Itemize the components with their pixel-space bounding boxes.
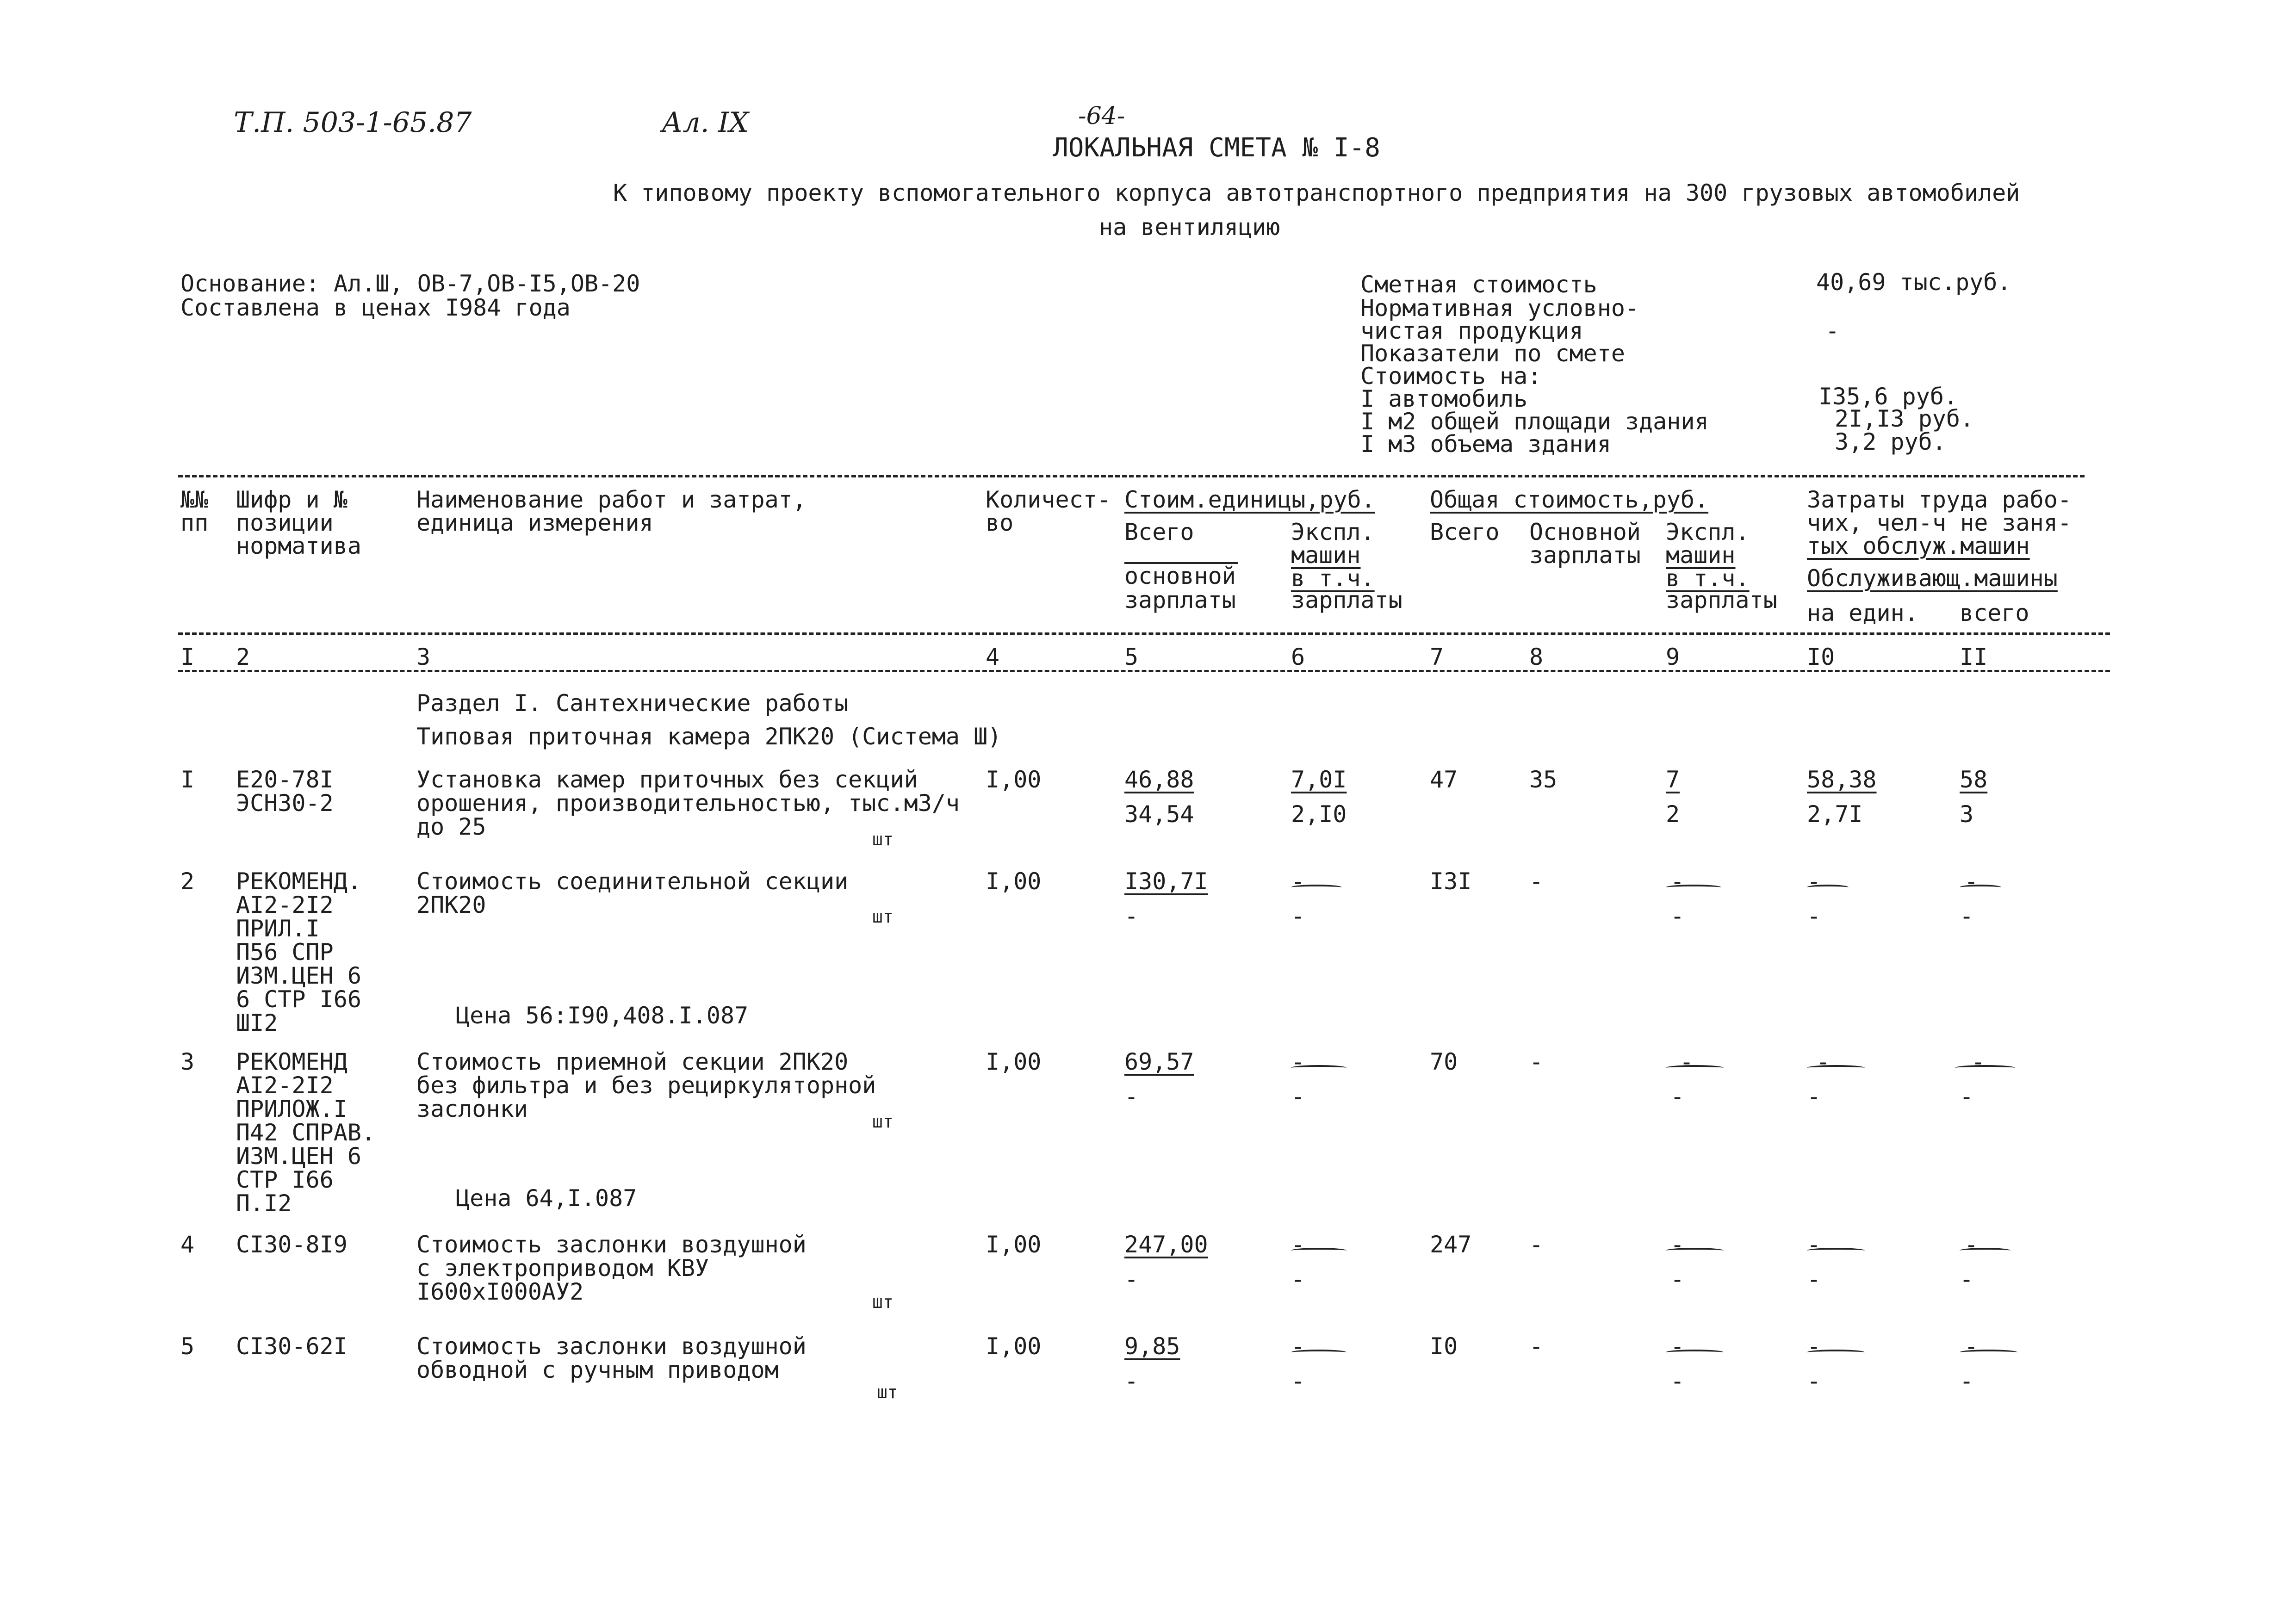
- row-unit-mach: -: [1291, 868, 1305, 895]
- row-total: 247: [1430, 1231, 1472, 1258]
- row-total-wages: 35: [1529, 766, 1558, 793]
- colnum-10: I0: [1807, 644, 1835, 670]
- row-unit: шт: [872, 1292, 894, 1312]
- row-code-line: АI2-2I2: [236, 1072, 334, 1099]
- colnum-9: 9: [1666, 644, 1680, 670]
- squiggle-mark: [1807, 885, 1849, 890]
- row-code-line: ПРИЛ.I: [236, 915, 320, 942]
- per-car-value: I35,6 руб.: [1818, 383, 1958, 410]
- col-labor-label-2: чих, чел-ч не заня-: [1807, 509, 2072, 536]
- row-code-line: Е20-78I: [236, 766, 334, 793]
- row-description: [416, 768, 960, 839]
- row-description-line: Установка камер приточных без секций: [416, 766, 918, 793]
- col-name-label-1: Наименование работ и затрат,: [416, 486, 807, 513]
- row-price-note: Цена 64,I.087: [456, 1185, 637, 1212]
- page-subtitle-2: на вентиляцию: [1099, 214, 1280, 241]
- colnum-3: 3: [416, 644, 431, 670]
- squiggle-mark: [1291, 1065, 1347, 1071]
- header-top-rule: [178, 475, 2085, 477]
- row-total-mach-wages: -: [1670, 903, 1685, 929]
- row-total: 47: [1430, 766, 1458, 793]
- row-description-line: Стоимость заслонки воздушной: [416, 1231, 807, 1258]
- per-m2-value: 2I,I3 руб.: [1835, 405, 1974, 432]
- row-number: I: [180, 766, 195, 793]
- row-unit-mach: -: [1291, 1333, 1305, 1360]
- row-quantity: I,00: [986, 1333, 1042, 1360]
- row-code: [236, 1233, 348, 1257]
- colnum-6: 6: [1291, 644, 1305, 670]
- row-description-line: обводной с ручным приводом: [416, 1357, 779, 1383]
- squiggle-mark: [1955, 1065, 2015, 1071]
- row-total-mach: 7: [1666, 766, 1680, 793]
- row-code-line: СI30-62I: [236, 1333, 348, 1360]
- col-labor-label-4: Обслуживающ.машины: [1807, 565, 2058, 592]
- norm-label-2: чистая продукция: [1360, 317, 1583, 344]
- col-total-all-label: Всего: [1430, 519, 1500, 545]
- row-description: [416, 1335, 807, 1382]
- squiggle-mark: [1666, 1248, 1724, 1253]
- col-unit-cost-label: Стоим.единицы,руб.: [1124, 486, 1375, 513]
- col-code-label-3: норматива: [236, 533, 361, 559]
- row-unit-mach-wages: -: [1291, 903, 1305, 929]
- row-unit-mach-wages: -: [1291, 1368, 1305, 1394]
- basis-line-1: Основание: Ал.Ш, ОВ-7,ОВ-I5,ОВ-20: [180, 270, 640, 297]
- row-labor-unit: -: [1807, 1333, 1821, 1360]
- row-unit-wages: -: [1124, 1083, 1139, 1110]
- row-description: [416, 1050, 876, 1121]
- column-numbers-rule: [178, 670, 2110, 672]
- row-description-line: I600хI000АУ2: [416, 1278, 584, 1305]
- colnum-8: 8: [1529, 644, 1544, 670]
- col-total-mach-label-2: машин: [1666, 542, 1736, 569]
- colnum-4: 4: [986, 644, 1000, 670]
- document-code: Т.П. 503-1-65.87: [234, 106, 472, 139]
- row-description-line: с электроприводом КВУ: [416, 1255, 709, 1282]
- col-labor-label-3: тых обслуж.машин: [1807, 533, 2030, 559]
- col-unit-total-label: Всего: [1124, 519, 1194, 545]
- row-total-wages: -: [1529, 1333, 1544, 1360]
- row-description-line: 2ПК20: [416, 892, 486, 918]
- col-total-wages-label-1: Основной: [1529, 519, 1641, 545]
- row-unit-total: 247,00: [1124, 1231, 1208, 1258]
- row-labor-unit-mach: -: [1807, 903, 1821, 929]
- squiggle-mark: [1960, 1350, 2017, 1355]
- row-labor-total: -: [1964, 1333, 1979, 1360]
- col-total-mach-label-3: в т.ч.: [1666, 565, 1750, 592]
- squiggle-mark: [1960, 1248, 2011, 1253]
- colnum-7: 7: [1430, 644, 1444, 670]
- col-qty-label-1: Количест-: [986, 486, 1111, 513]
- row-description-line: заслонки: [416, 1096, 528, 1122]
- row-labor-unit-mach: -: [1807, 1083, 1821, 1110]
- row-labor-unit-mach: 2,7I: [1807, 801, 1863, 828]
- row-code-line: АI2-2I2: [236, 892, 334, 918]
- colnum-11: II: [1960, 644, 1988, 670]
- row-total: I0: [1430, 1333, 1458, 1360]
- col-code-label-1: Шифр и №: [236, 486, 348, 513]
- squiggle-mark: [1666, 1350, 1724, 1355]
- row-labor-unit-mach: -: [1807, 1368, 1821, 1394]
- col-num-label-1: №№: [180, 486, 209, 513]
- row-labor-unit: -: [1816, 1048, 1831, 1075]
- row-number: 5: [180, 1333, 195, 1360]
- row-code-line: ИЗМ.ЦЕН 6: [236, 1143, 361, 1170]
- squiggle-mark: [1291, 1350, 1347, 1355]
- row-labor-total-mach: -: [1960, 1368, 1974, 1394]
- col-code-label-2: позиции: [236, 509, 334, 536]
- per-m3-value: 3,2 руб.: [1835, 428, 1946, 455]
- row-unit-mach-wages: -: [1291, 1266, 1305, 1293]
- col-name-label-2: единица измерения: [416, 509, 653, 536]
- row-total-mach-wages: 2: [1666, 801, 1680, 828]
- row-code-line: ИЗМ.ЦЕН 6: [236, 962, 361, 989]
- squiggle-mark: [1960, 885, 2001, 890]
- col-total-cost-label: Общая стоимость,руб.: [1430, 486, 1709, 513]
- cost-label: Сметная стоимость: [1360, 271, 1597, 298]
- row-code-line: П56 СПР: [236, 939, 334, 966]
- page-title: ЛОКАЛЬНАЯ СМЕТА № I-8: [1053, 133, 1381, 163]
- row-code-line: РЕКОМЕНД.: [236, 868, 361, 895]
- row-labor-total: -: [1964, 868, 1979, 895]
- basis-line-2: Составлена в ценах I984 года: [180, 294, 571, 321]
- row-description: [416, 1233, 807, 1304]
- row-code-line: П42 СПРАВ.: [236, 1119, 376, 1146]
- row-number: 4: [180, 1231, 195, 1258]
- row-description-line: Стоимость приемной секции 2ПК20: [416, 1048, 849, 1075]
- row-description-line: орошения, производительностью, тыс.м3/ч: [416, 790, 960, 817]
- row-total: 70: [1430, 1048, 1458, 1075]
- row-unit-mach: -: [1291, 1231, 1305, 1258]
- row-code-line: ШI2: [236, 1010, 278, 1036]
- row-labor-total: 58: [1960, 766, 1988, 793]
- col-unit-mach-label-4: зарплаты: [1291, 587, 1402, 613]
- col-unit-wages-label-1: основной: [1124, 563, 1236, 589]
- norm-value: -: [1825, 317, 1840, 344]
- squiggle-mark: [1666, 885, 1721, 890]
- row-code-line: РЕКОМЕНД: [236, 1048, 348, 1075]
- squiggle-mark: [1291, 885, 1342, 890]
- row-total: I3I: [1430, 868, 1472, 895]
- row-labor-unit-mach: -: [1807, 1266, 1821, 1293]
- row-total-mach-wages: -: [1670, 1083, 1685, 1110]
- row-code: [236, 768, 334, 815]
- row-code-line: ЭСН30-2: [236, 790, 334, 817]
- row-code: [236, 1050, 375, 1215]
- row-number: 2: [180, 868, 195, 895]
- row-quantity: I,00: [986, 1231, 1042, 1258]
- squiggle-mark: [1291, 1248, 1347, 1253]
- row-unit-wages: 34,54: [1124, 801, 1194, 828]
- colnum-1: I: [180, 644, 195, 670]
- squiggle-mark: [1807, 1248, 1865, 1253]
- page-number: -64-: [1078, 102, 1125, 130]
- row-quantity: I,00: [986, 766, 1042, 793]
- row-unit: шт: [872, 906, 894, 927]
- row-code-line: ПРИЛОЖ.I: [236, 1096, 348, 1122]
- row-labor-total-mach: -: [1960, 1266, 1974, 1293]
- per-m3-label: I м3 объема здания: [1360, 431, 1611, 458]
- row-total-mach-wages: -: [1670, 1266, 1685, 1293]
- norm-label-1: Нормативная условно-: [1360, 295, 1639, 322]
- row-labor-total: -: [1964, 1231, 1979, 1258]
- row-unit: шт: [877, 1382, 898, 1402]
- col-total-mach-label-4: зарплаты: [1666, 587, 1777, 613]
- row-total-mach: -: [1670, 1333, 1685, 1360]
- row-unit-mach-wages: 2,I0: [1291, 801, 1347, 828]
- row-code: [236, 870, 361, 1035]
- row-labor-total-mach: -: [1960, 903, 1974, 929]
- cost-per-label: Стоимость на:: [1360, 363, 1542, 390]
- indicators-label: Показатели по смете: [1360, 340, 1625, 367]
- row-unit: шт: [872, 1111, 894, 1132]
- col-total-mach-label-1: Экспл.: [1666, 519, 1750, 545]
- row-description-line: до 25: [416, 813, 486, 840]
- colnum-5: 5: [1124, 644, 1139, 670]
- row-unit-mach-wages: -: [1291, 1083, 1305, 1110]
- col-num-label-2: пп: [180, 509, 209, 536]
- album-number: Ал. IX: [662, 106, 749, 139]
- row-description: [416, 870, 848, 917]
- row-description-line: без фильтра и без рециркуляторной: [416, 1072, 876, 1099]
- col-labor-total-label: всего: [1960, 600, 2029, 626]
- col-labor-unit-label: на един.: [1807, 600, 1918, 626]
- row-unit-wages: -: [1124, 1266, 1139, 1293]
- row-price-note: Цена 56:I90,408.I.087: [456, 1002, 749, 1029]
- row-code-line: 6 СТР I66: [236, 986, 361, 1013]
- col-total-wages-label-2: зарплаты: [1529, 542, 1641, 569]
- row-quantity: I,00: [986, 868, 1042, 895]
- per-m2-label: I м2 общей площади здания: [1360, 408, 1709, 435]
- row-labor-unit: -: [1807, 1231, 1821, 1258]
- header-mid-rule: [178, 632, 2110, 635]
- row-description-line: Стоимость соединительной секции: [416, 868, 849, 895]
- unit-wages-divider: [1124, 562, 1238, 564]
- row-labor-total: -: [1971, 1048, 1986, 1075]
- row-unit-wages: -: [1124, 1368, 1139, 1394]
- col-qty-label-2: во: [986, 509, 1014, 536]
- col-unit-mach-label-2: машин: [1291, 542, 1361, 569]
- row-number: 3: [180, 1048, 195, 1075]
- row-total-wages: -: [1529, 868, 1544, 895]
- row-total-mach-wages: -: [1670, 1368, 1685, 1394]
- colnum-2: 2: [236, 644, 250, 670]
- section-subtitle: Типовая приточная камера 2ПК20 (Система Ш): [416, 723, 1002, 750]
- col-labor-label-1: Затраты труда рабо-: [1807, 486, 2072, 513]
- col-unit-wages-label-2: зарплаты: [1124, 587, 1236, 613]
- row-total-wages: -: [1529, 1231, 1544, 1258]
- section-title: Раздел I. Сантехнические работы: [416, 690, 849, 717]
- row-code: [236, 1335, 348, 1358]
- row-unit-total: 46,88: [1124, 766, 1194, 793]
- row-labor-unit: -: [1807, 868, 1821, 895]
- page-subtitle: К типовому проекту вспомогательного корпуса автотранспортного предприятия на 300 грузовых автомобилей: [613, 180, 2020, 206]
- row-quantity: I,00: [986, 1048, 1042, 1075]
- row-unit-total: I30,7I: [1124, 868, 1208, 895]
- row-unit-mach: 7,0I: [1291, 766, 1347, 793]
- row-code-line: СI30-8I9: [236, 1231, 348, 1258]
- squiggle-mark: [1807, 1065, 1865, 1071]
- squiggle-mark: [1666, 1065, 1724, 1071]
- row-labor-total-mach: 3: [1960, 801, 1974, 828]
- row-total-wages: -: [1529, 1048, 1544, 1075]
- row-total-mach: -: [1680, 1048, 1694, 1075]
- row-unit: шт: [872, 829, 894, 849]
- squiggle-mark: [1807, 1350, 1865, 1355]
- row-unit-total: 9,85: [1124, 1333, 1180, 1360]
- row-description-line: Стоимость заслонки воздушной: [416, 1333, 807, 1360]
- col-unit-mach-label-3: в т.ч.: [1291, 565, 1375, 592]
- row-total-mach: -: [1670, 1231, 1685, 1258]
- per-car-label: I автомобиль: [1360, 385, 1528, 412]
- row-labor-total-mach: -: [1960, 1083, 1974, 1110]
- row-unit-total: 69,57: [1124, 1048, 1194, 1075]
- row-code-line: СТР I66: [236, 1166, 334, 1193]
- row-labor-unit: 58,38: [1807, 766, 1877, 793]
- col-unit-mach-label-1: Экспл.: [1291, 519, 1375, 545]
- row-code-line: П.I2: [236, 1190, 292, 1217]
- cost-value: 40,69 тыс.руб.: [1816, 269, 2011, 296]
- row-unit-wages: -: [1124, 903, 1139, 929]
- row-total-mach: -: [1670, 868, 1685, 895]
- row-unit-mach: -: [1291, 1048, 1305, 1075]
